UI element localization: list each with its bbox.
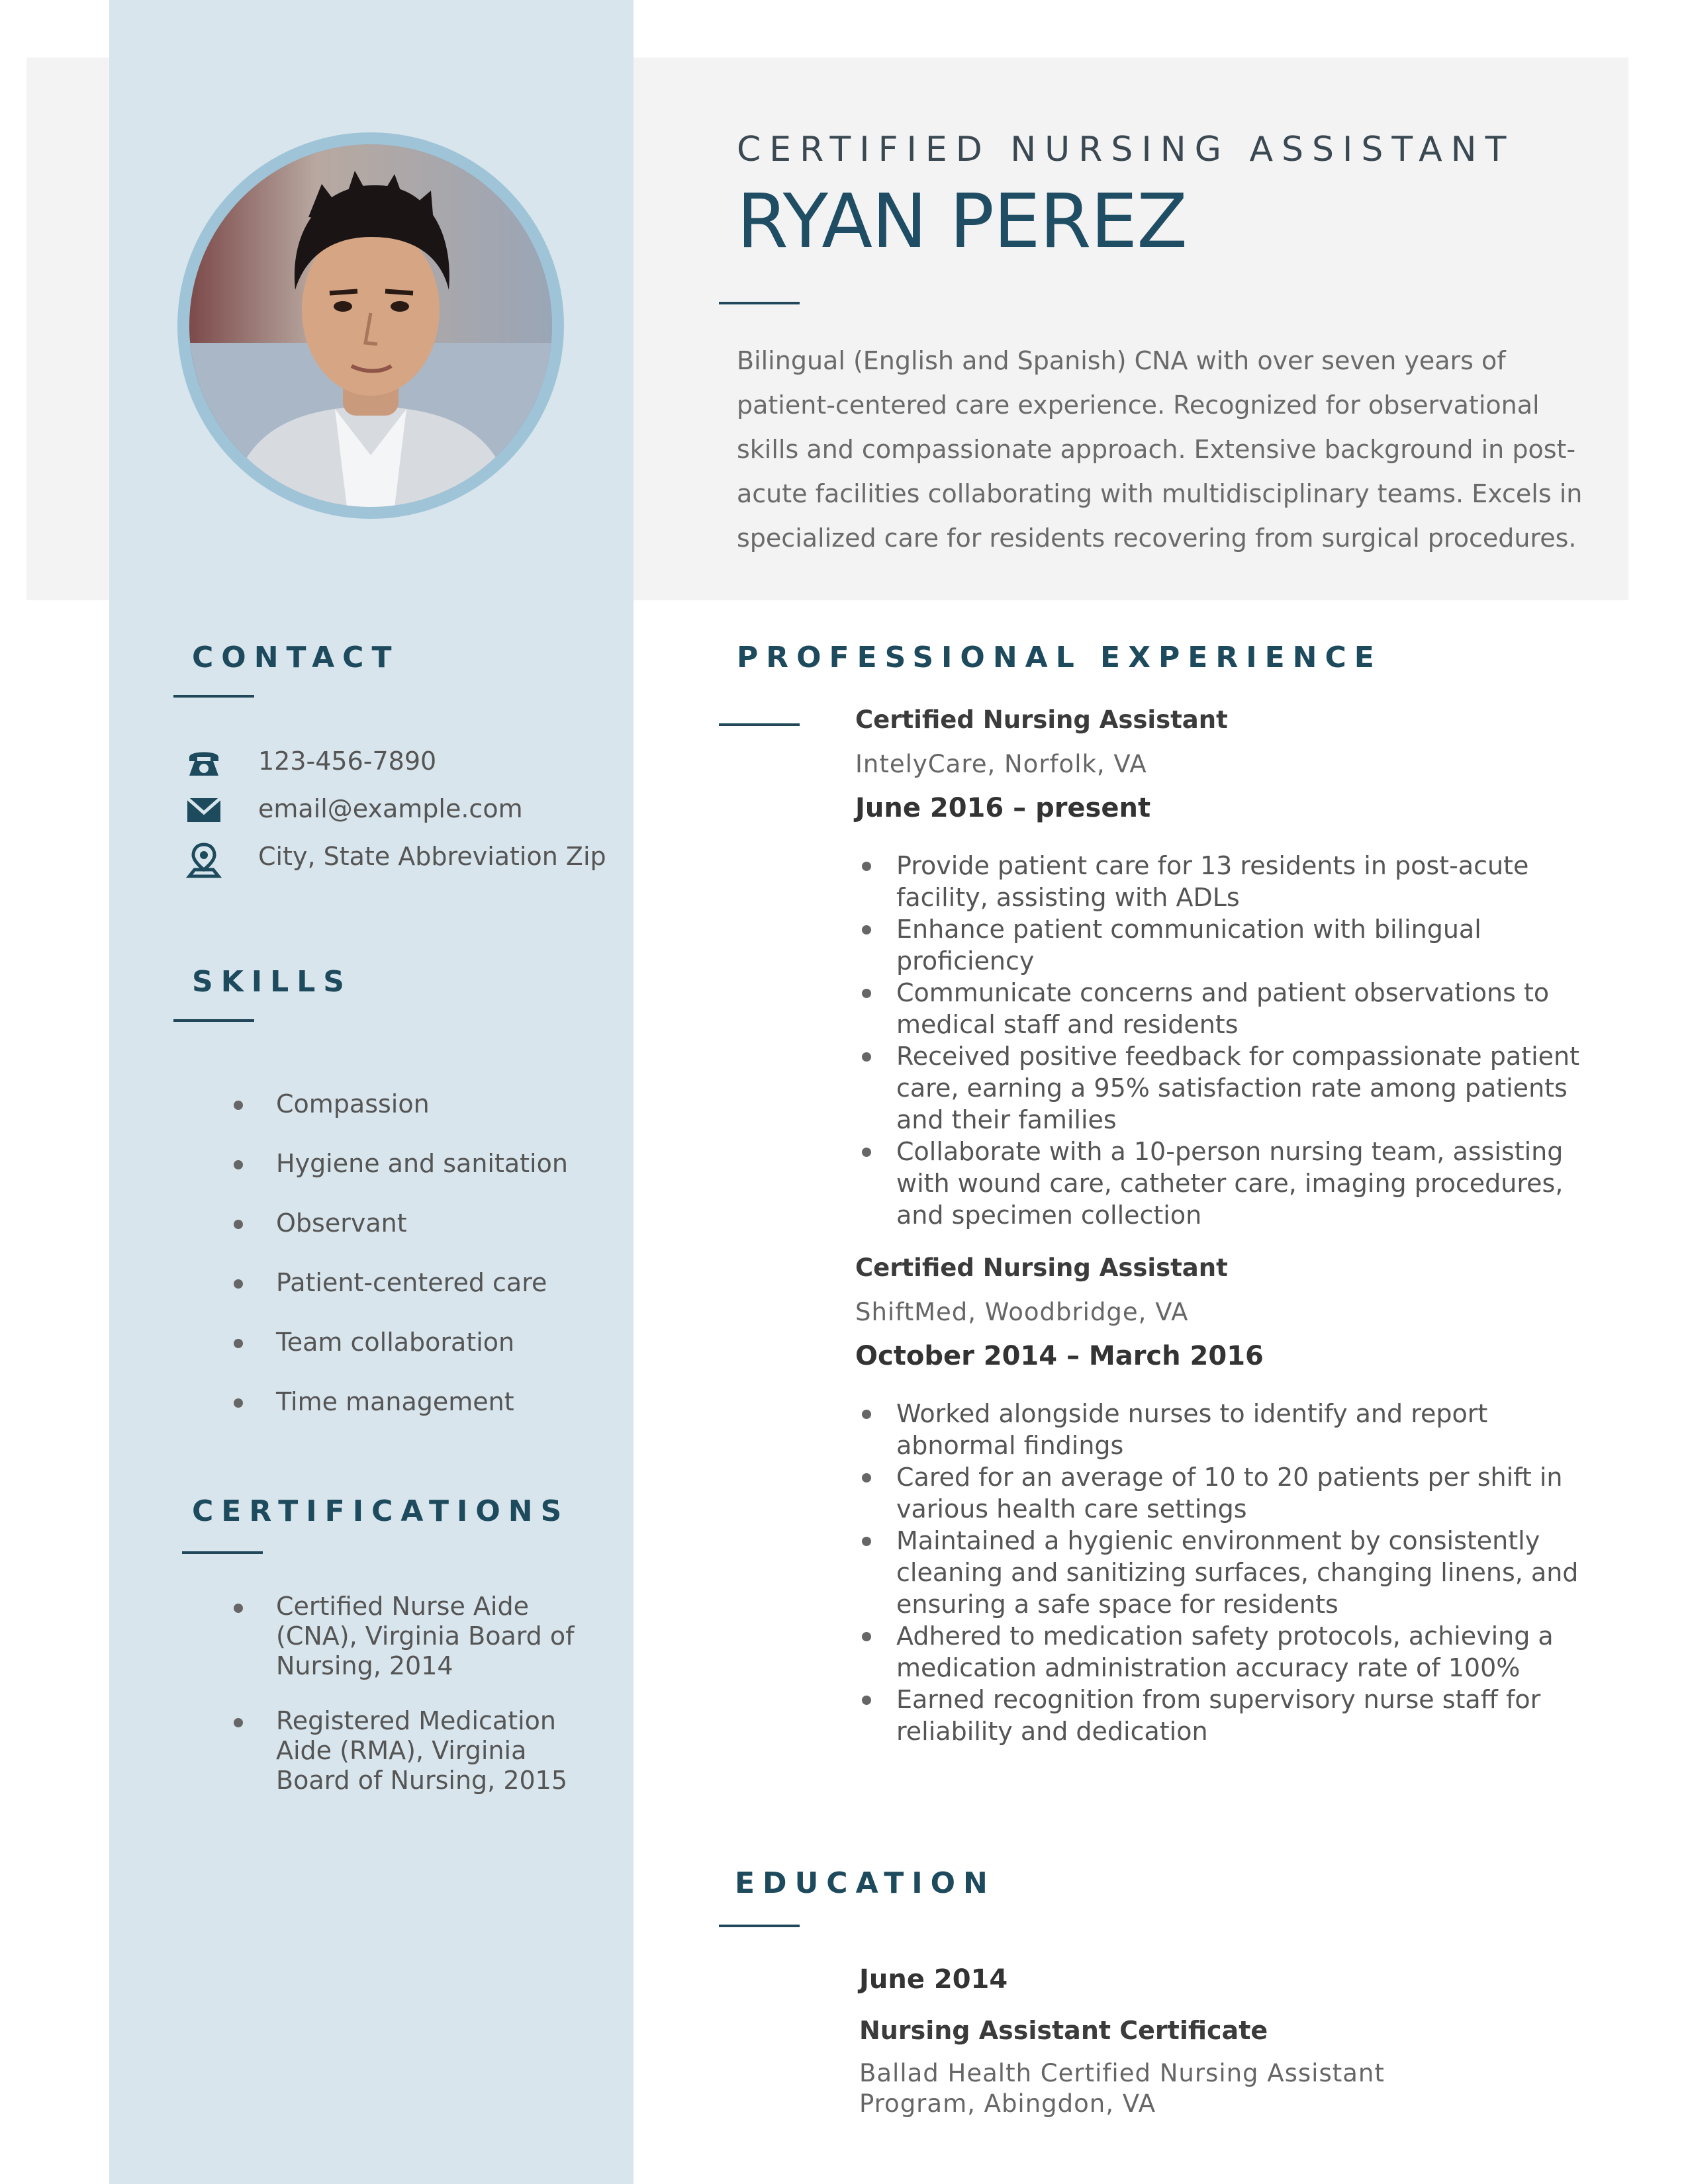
envelope-icon [185, 792, 222, 829]
list-item: Maintained a hygienic environment by consistently cleaning and sanitizing surfaces, changing linens, and ensuring a safe space for residents [896, 1525, 1610, 1620]
list-item: Certified Nurse Aide (CNA), Virginia Board of Nursing, 2014 [276, 1592, 594, 1681]
skills-list [276, 1089, 568, 1447]
contact-email: email@example.com [258, 794, 523, 823]
certifications-divider [182, 1551, 263, 1554]
list-item: Cared for an average of 10 to 20 patients per shift in various health care settings [896, 1461, 1610, 1525]
list-item: Received positive feedback for compassionate patient care, earning a 95% satisfaction rate among patients and their families [896, 1040, 1610, 1136]
job-bullets [855, 850, 1610, 1231]
education-degree: Nursing Assistant Certificate [859, 2016, 1268, 2045]
phone-icon [185, 744, 222, 781]
education-date: June 2014 [859, 1964, 1008, 1995]
job-bullets [855, 1398, 1610, 1747]
list-item: Compassion [276, 1089, 568, 1149]
contact-heading: CONTACT [192, 641, 400, 674]
experience-heading: PROFESSIONAL EXPERIENCE [737, 641, 1382, 674]
list-item: Team collaboration [276, 1328, 568, 1387]
list-item: Time management [276, 1387, 568, 1447]
education-divider [719, 1925, 800, 1927]
list-item: Enhance patient communication with bilingual proficiency [896, 913, 1610, 977]
contact-address: City, State Abbreviation Zip [258, 842, 606, 871]
job-headline: CERTIFIED NURSING ASSISTANT [737, 130, 1515, 169]
job-dates: October 2014 – March 2016 [855, 1341, 1264, 1371]
list-item: Provide patient care for 13 residents in post-acute facility, assisting with ADLs [896, 850, 1610, 913]
contact-phone: 123-456-7890 [258, 747, 437, 776]
list-item: Observant [276, 1208, 568, 1268]
skills-divider [173, 1019, 254, 1022]
certifications-list [276, 1592, 594, 1821]
job-company: IntelyCare, Norfolk, VA [855, 750, 1147, 778]
job-company: ShiftMed, Woodbridge, VA [855, 1298, 1189, 1326]
summary-text: Bilingual (English and Spanish) CNA with over seven years of patient-centered care experience. Recognized for observational skills and compassionate approach. Extensive background in post-acute facilities collaborating with multidisciplinary teams. Excels in specialized care for residents recovering from surgical procedures. [737, 346, 1583, 553]
job-title: Certified Nursing Assistant [855, 705, 1228, 734]
location-pin-icon [185, 842, 222, 879]
list-item: Hygiene and sanitation [276, 1149, 568, 1208]
experience-divider [719, 723, 800, 726]
list-item: Communicate concerns and patient observations to medical staff and residents [896, 977, 1610, 1040]
certifications-heading: CERTIFICATIONS [192, 1494, 570, 1528]
list-item: Worked alongside nurses to identify and report abnormal findings [896, 1398, 1610, 1461]
list-item: Patient-centered care [276, 1268, 568, 1328]
skills-heading: SKILLS [192, 965, 352, 999]
list-item: Adhered to medication safety protocols, achieving a medication administration accuracy rate of 100% [896, 1620, 1610, 1684]
job-entry [855, 705, 1610, 1231]
header-divider [719, 302, 800, 304]
list-item: Earned recognition from supervisory nurse staff for reliability and dedication [896, 1684, 1610, 1747]
education-school: Ballad Health Certified Nursing Assistant Program, Abingdon, VA [859, 2059, 1385, 2118]
education-heading: EDUCATION [735, 1866, 996, 1900]
job-dates: June 2016 – present [855, 793, 1151, 823]
list-item: Collaborate with a 10-person nursing team, assisting with wound care, catheter care, imaging procedures, and specimen collection [896, 1136, 1610, 1231]
list-item: Registered Medication Aide (RMA), Virginia Board of Nursing, 2015 [276, 1706, 594, 1796]
avatar [189, 144, 552, 507]
candidate-name: RYAN PEREZ [737, 179, 1187, 265]
education-entry [859, 1964, 1620, 2119]
contact-divider [173, 695, 254, 698]
job-title: Certified Nursing Assistant [855, 1253, 1228, 1282]
job-entry [855, 1253, 1610, 1747]
